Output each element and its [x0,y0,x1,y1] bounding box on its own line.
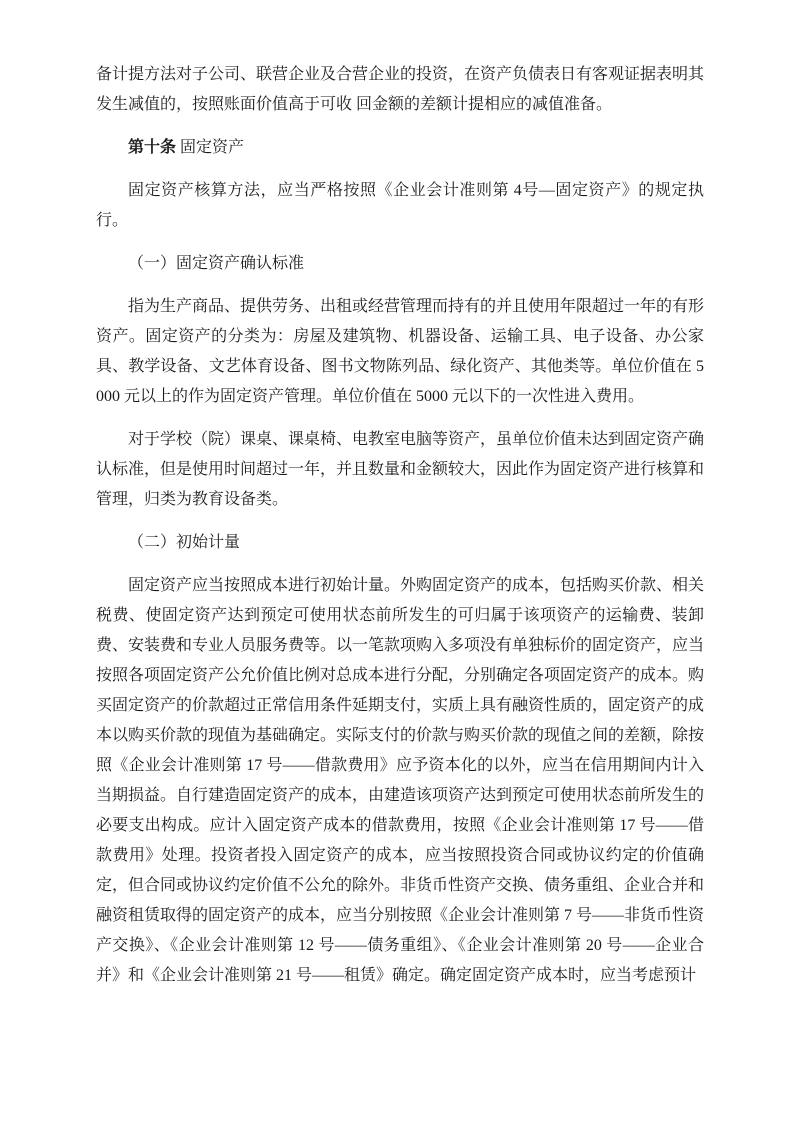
paragraph-initial-measurement-detail: 固定资产应当按照成本进行初始计量。外购固定资产的成本，包括购买价款、相关税费、使固定资产达到预定可使用状态前所发生的可归属于该项资产的运输费、装卸费、安装费和专业人员服务费等。以一笔款项购入多项没有单独标价的固定资产，应当按照各项固定资产公允价值比例对总成本进行分配，分别确定各项固定资产的成本。购买固定资产的价款超过正常信用条件延期支付，实质上具有融资性质的，固定资产的成本以购买价款的现值为基础确定。实际支付的价款与购买价款的现值之间的差额，除按照《企业会计准则第 17 号——借款费用》应予资本化的以外，应当在信用期间内计入当期损益。自行建造固定资产的成本，由建造该项资产达到预定可使用状态前所发生的必要支出构成。应计入固定资产成本的借款费用，按照《企业会计准则第 17 号——借款费用》处理。投资者投入固定资产的成本，应当按照投资合同或协议约定的价值确定，但合同或协议约定价值不公允的除外。非货币性资产交换、债务重组、企业合并和融资租赁取得的固定资产的成本，应当分别按照《企业会计准则第 7 号——非货币性资产交换》、《企业会计准则第 12 号——债务重组》、《企业会计准则第 20 号——企业合并》和《企业会计准则第 21 号——租赁》确定。确定固定资产成本时，应当考虑预计 [96,577,705,984]
article-heading [96,133,704,163]
paragraph-school-assets: 对于学校（院）课桌、课桌椅、电教室电脑等资产，虽单位价值未达到固定资产确认标准，但是使用时间超过一年，并且数量和金额较大，因此作为固定资产进行核算和管理，归类为教育设备类。 [96,431,705,508]
paragraph-asset-definition: 指为生产商品、提供劳务、出租或经营管理而持有的并且使用年限超过一年的有形资产。固定资产的分类为：房屋及建筑物、机器设备、运输工具、电子设备、办公家具、教学设备、文艺体育设备、图书文物陈列品、绿化资产、其他类等。单位价值在 5000 元以上的作为固定资产管理。单位价值在 5000 元以下的一次性进入费用。 [96,298,705,405]
paragraph-accounting-method: 固定资产核算方法，应当严格按照《企业会计准则第 4号—固定资产》的规定执行。 [96,182,704,229]
subheading-initial-measurement: （二）初始计量 [128,534,241,551]
paragraph-continuation: 备计提方法对子公司、联营企业及合营企业的投资，在资产负债表日有客观证据表明其发生减值的，按照账面价值高于可收 回金额的差额计提相应的减值准备。 [96,66,705,113]
article-title: 固定资产 [176,139,245,156]
subheading-recognition-standard: （一）固定资产确认标准 [128,255,305,272]
article-number: 第十条 [128,139,177,156]
